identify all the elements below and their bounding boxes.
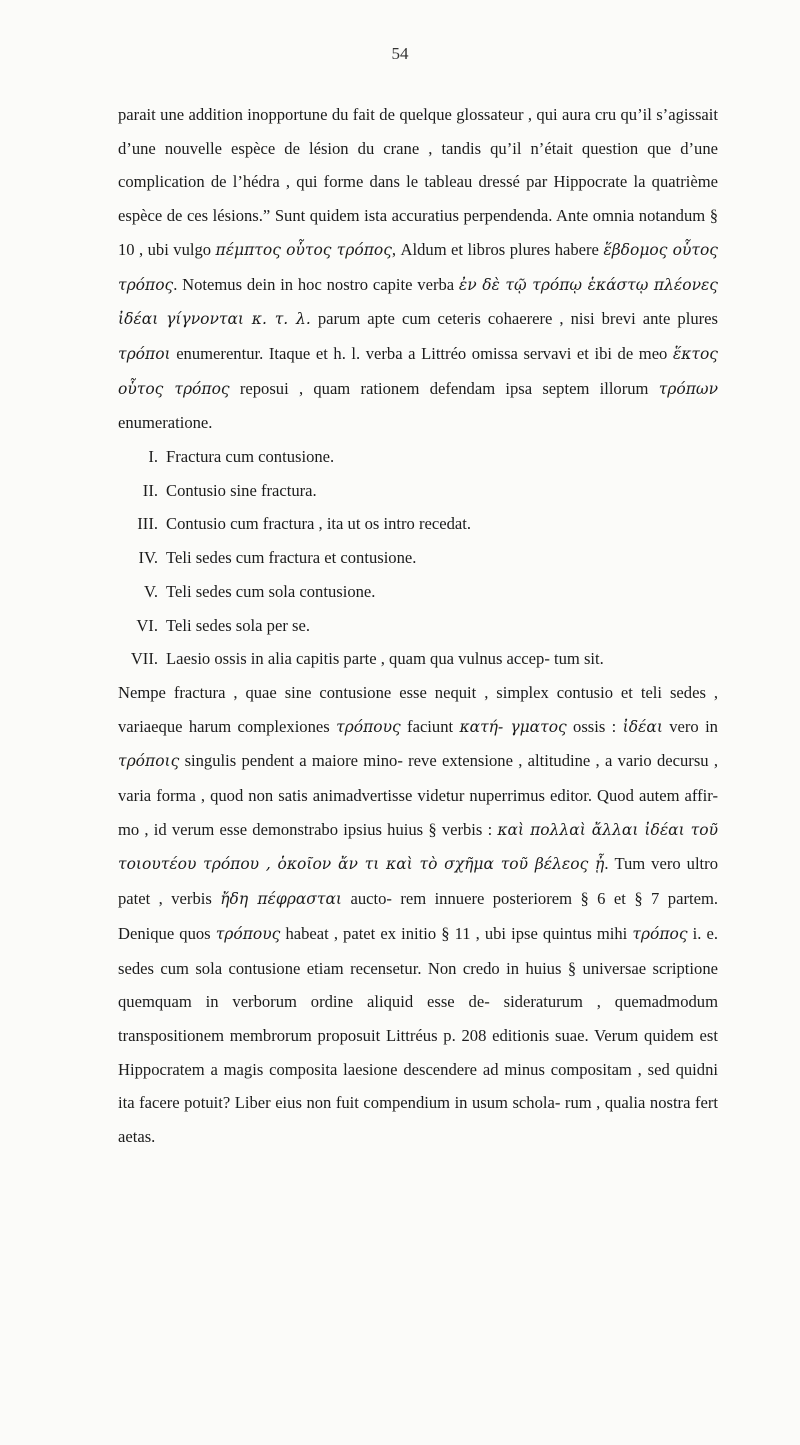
- text-run: . Tum vero ultro patet , verbis: [118, 854, 718, 909]
- list-numeral: V.: [144, 581, 158, 601]
- paragraph-intro: [118, 98, 718, 440]
- paragraph-discussion: [118, 676, 718, 1154]
- text-run: parum apte cum ceteris cohaerere , nisi brevi ante plures: [310, 309, 718, 329]
- greek-phrase: πέμπτος οὗτος τρόπος: [215, 240, 392, 259]
- greek-phrase: τρόποι: [118, 344, 171, 363]
- list-item-text: Laesio ossis in alia capitis parte , quam qua vulnus accep- tum sit.: [166, 649, 604, 669]
- list-item: [118, 609, 718, 643]
- list-item: [118, 440, 718, 474]
- greek-phrase: ἕβδομος οὗτος τρόπος: [118, 240, 718, 294]
- list-item: [118, 541, 718, 575]
- greek-phrase: ἕκτος οὗτος τρόπος: [118, 344, 718, 398]
- list-item-text: Teli sedes cum sola contusione.: [166, 581, 376, 601]
- list-item-text: Teli sedes cum fractura et contusione.: [166, 548, 417, 568]
- text-run: vero in: [662, 716, 718, 736]
- list-numeral: VII.: [130, 649, 158, 669]
- text-run: enumerentur. Itaque et h. l. verba a Littréo omissa servavi et ibi de meo: [170, 343, 673, 363]
- text-run: i. e. sedes cum sola contusione etiam recensetur. Non credo in huius § universae scriptione quemquam in verborum ordine aliquid esse de- sideraturum , quemadmodum transpositionem membrorum proposuit Littréus p. 208 editionis suae. Verum quidem est Hippocratem a magis composita laesione descendere ad minus compositam , sed quidni ita facere potuit? Liber eius non fuit compendium in usum schola- rum , qualia nostra fert aetas.: [118, 923, 718, 1147]
- list-numeral: VI.: [136, 615, 158, 635]
- list-numeral: III.: [137, 514, 158, 534]
- list-item: [118, 507, 718, 541]
- text-run: parait une addition inopportune du fait de quelque glossateur , qui aura cru qu’il s’agissait d’une nouvelle espèce de lésion du crane , tandis qu’il n’était question que d’une complication de l’hédra , qui forme dans le tableau dressé par Hippocrate la quatrième espèce de ces lésions.” Sunt quidem ista accuratius perpendenda. Ante omnia notandum § 10 , ubi vulgo: [118, 105, 718, 259]
- list-numeral: I.: [148, 447, 158, 467]
- text-run: enumeratione.: [118, 413, 213, 433]
- greek-phrase: τρόποις: [118, 752, 180, 771]
- text-run: reposui , quam rationem defendam ipsa septem illorum: [229, 378, 659, 398]
- text-run: , Aldum et libros plures habere: [391, 239, 604, 259]
- text-run: aucto- rem innuere posteriorem § 6 et § 7 partem. Denique quos: [118, 889, 719, 943]
- greek-phrase: τρόπους: [215, 924, 281, 943]
- list-item-text: Contusio cum fractura , ita ut os intro recedat.: [166, 514, 472, 534]
- text-run: habeat , patet ex initio § 11 , ubi ipse quintus mihi: [280, 923, 633, 943]
- greek-phrase: τρόπος: [632, 924, 688, 943]
- text-run: Nempe fractura , quae sine contusione esse nequit , simplex contusio et teli sedes , variaeque harum complexiones: [118, 682, 718, 736]
- list-item-text: Teli sedes sola per se.: [166, 615, 310, 635]
- text-run: . Notemus dein in hoc nostro capite verba: [173, 274, 459, 294]
- page-number: 54: [391, 44, 409, 63]
- list-item-text: Contusio sine fractura.: [166, 480, 317, 500]
- list-item-text: Fractura cum contusione.: [166, 447, 335, 467]
- greek-phrase: κατή- γματος: [459, 717, 567, 736]
- greek-phrase: τρόπους: [336, 717, 401, 736]
- greek-phrase: ἐν δὲ τῷ τρόπῳ ἑκάστῳ πλέονες ἰδέαι γίγνονται κ. τ. λ.: [118, 275, 718, 329]
- text-run: singulis pendent a maiore mino- reve extensione , altitudine , a vario decursu , varia forma , quod non satis animadvertisse videtur nuperrimus editor. Quod autem affir- mo , id verum esse demonstrabo ipsius huius § verbis :: [118, 751, 718, 839]
- body-text: [118, 98, 718, 1154]
- text-run: faciunt: [400, 716, 460, 736]
- list-item: [118, 642, 718, 676]
- greek-phrase: καὶ πολλαὶ ἄλλαι ἰδέαι τοῦ τοιουτέου τρόπου , ὁκοῖον ἄν τι καὶ τὸ σχῆμα τοῦ βέλεος ᾖ: [118, 820, 718, 874]
- text-run: ossis :: [566, 716, 623, 736]
- greek-phrase: ἤδη πέφρασται: [220, 890, 343, 909]
- list-numeral: II.: [142, 480, 158, 500]
- greek-phrase: τρόπων: [658, 379, 718, 398]
- greek-phrase: ἰδέαι: [622, 717, 663, 736]
- lesion-types-list: [118, 440, 718, 676]
- list-numeral: IV.: [138, 548, 158, 568]
- list-item: [118, 474, 718, 508]
- list-item: [118, 575, 718, 609]
